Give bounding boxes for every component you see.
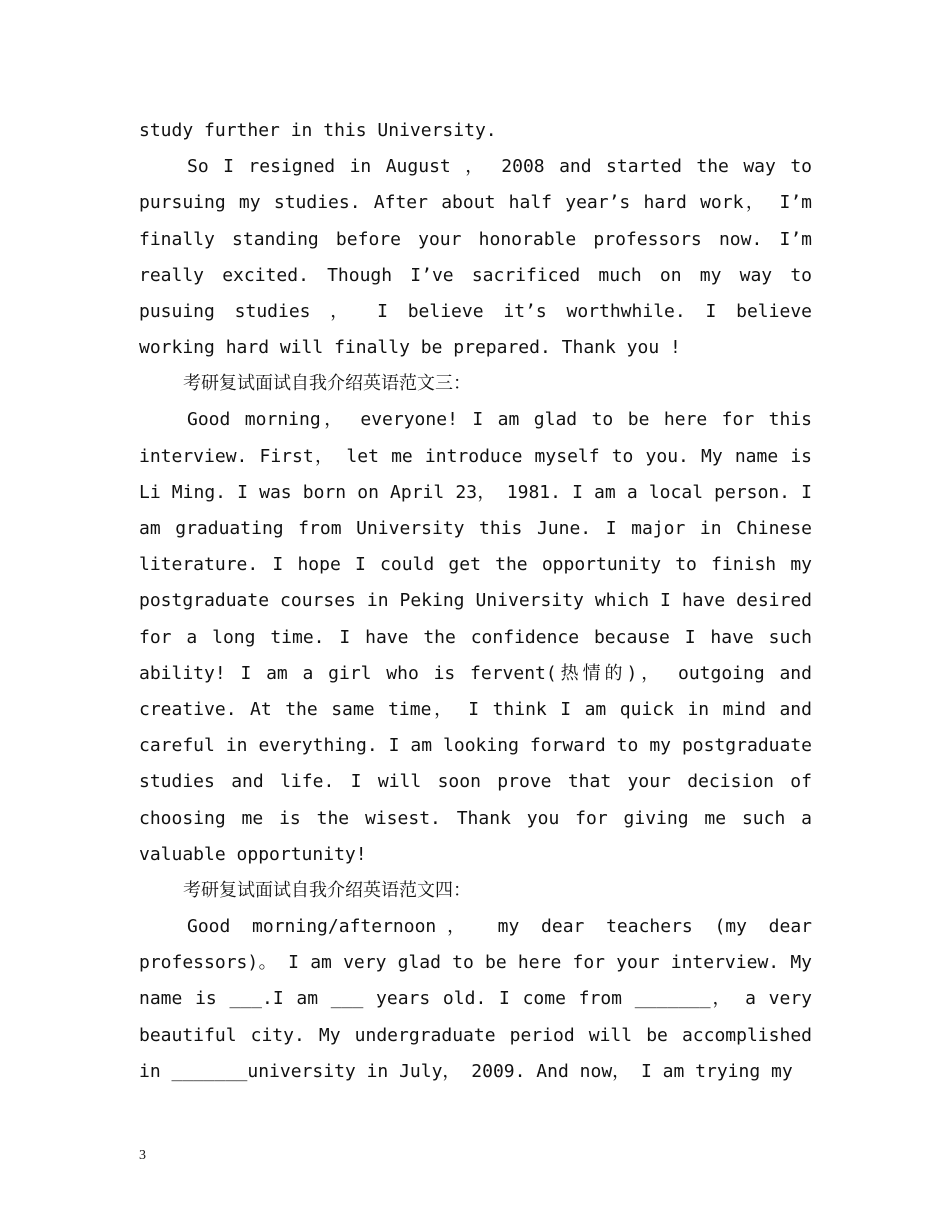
sample-4-heading: 考研复试面试自我介绍英语范文四：	[183, 880, 471, 902]
sample-3-heading: 考研复试面试自我介绍英语范文三：	[183, 373, 471, 395]
paragraph-continued: study further in this University.	[139, 120, 497, 141]
paragraph-sample-3: Good morning， everyone! I am glad to be here for this interview. First， let me introduce myself to you. My name is Li Ming. I was born on April 23， 1981. I am a local person. I am graduating from University this June. I major in Chinese literature. I hope I could get the opportunity to finish my postgraduate courses in Peking University which I have desired for a long time. I have the confidence because I have such ability! I am a girl who is fervent(热情的)， outgoing and creative. At the same time， I think I am quick in mind and careful in everything. I am looking forward to my postgraduate studies and life. I will soon prove that your decision of choosing me is the wisest. Thank you for giving me such a valuable opportunity!	[139, 409, 812, 865]
paragraph-sample-4: Good morning/afternoon， my dear teachers (my dear professors)。 I am very glad to be here for your interview. My name is ___.I am ___ years old. I come from _______， a very beautiful city. My undergraduate period will be accomplished in _______university in July， 2009. And now， I am trying my	[139, 916, 812, 1082]
page-number: 3	[139, 1148, 146, 1163]
paragraph-resigned: So I resigned in August ， 2008 and started the way to pursuing my studies. After about half year’s hard work， I’m finally standing before your honorable professors now. I’m really excited. Though I’ve sacrificed much on my way to pusuing studies ， I believe it’s worthwhile. I believe working hard will finally be prepared. Thank you !	[139, 156, 812, 359]
body-text	[139, 113, 812, 1090]
